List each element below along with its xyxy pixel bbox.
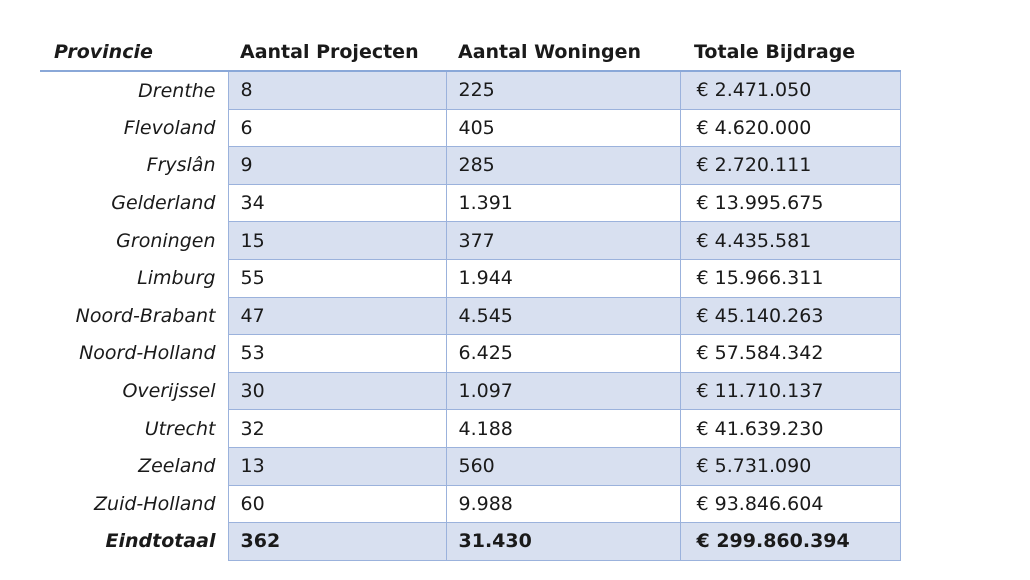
table-row — [40, 71, 900, 109]
cell-provincie: Zuid-Holland — [94, 492, 216, 515]
cell-provincie: Overijssel — [122, 380, 216, 403]
cell-projecten: 55 — [228, 259, 446, 297]
cell-bijdrage: € 2.471.050 — [680, 71, 900, 109]
cell-woningen: 285 — [446, 147, 680, 185]
table-row — [40, 109, 900, 147]
cell-projecten: 13 — [228, 447, 446, 485]
cell-woningen: 9.988 — [446, 485, 680, 523]
cell-provincie: Zeeland — [138, 455, 216, 478]
provincie-table — [40, 34, 901, 561]
provincie-table-container — [40, 34, 901, 561]
cell-provincie: Flevoland — [123, 116, 216, 139]
table-row — [40, 372, 900, 410]
header-projecten: Aantal Projecten — [228, 34, 446, 71]
cell-provincie: Noord-Brabant — [75, 304, 216, 327]
table-row — [40, 335, 900, 373]
cell-projecten: 30 — [228, 372, 446, 410]
cell-projecten: 9 — [228, 147, 446, 185]
cell-woningen: 4.188 — [446, 410, 680, 448]
header-provincie: Provincie — [40, 34, 228, 71]
cell-woningen: 560 — [446, 447, 680, 485]
cell-woningen: 225 — [446, 71, 680, 109]
cell-provincie: Fryslân — [146, 154, 216, 177]
cell-projecten: 53 — [228, 335, 446, 373]
cell-projecten: 8 — [228, 71, 446, 109]
cell-woningen: 1.391 — [446, 184, 680, 222]
cell-provincie: Groningen — [116, 229, 216, 252]
table-row — [40, 297, 900, 335]
header-row — [40, 34, 900, 71]
cell-projecten: 6 — [228, 109, 446, 147]
cell-projecten: 15 — [228, 222, 446, 260]
cell-provincie: Gelderland — [111, 192, 216, 215]
cell-provincie: Noord-Holland — [79, 342, 216, 365]
cell-bijdrage: € 4.435.581 — [680, 222, 900, 260]
cell-projecten: 34 — [228, 184, 446, 222]
total-projecten: 362 — [228, 523, 446, 561]
cell-bijdrage: € 5.731.090 — [680, 447, 900, 485]
cell-bijdrage: € 15.966.311 — [680, 259, 900, 297]
cell-bijdrage: € 41.639.230 — [680, 410, 900, 448]
header-woningen: Aantal Woningen — [446, 34, 680, 71]
cell-woningen: 6.425 — [446, 335, 680, 373]
header-bijdrage: Totale Bijdrage — [680, 34, 900, 71]
cell-projecten: 32 — [228, 410, 446, 448]
total-provincie: Eindtotaal — [105, 530, 216, 553]
cell-provincie: Limburg — [137, 267, 216, 290]
table-row — [40, 485, 900, 523]
cell-projecten: 47 — [228, 297, 446, 335]
cell-woningen: 405 — [446, 109, 680, 147]
cell-bijdrage: € 11.710.137 — [680, 372, 900, 410]
table-row — [40, 184, 900, 222]
total-woningen: 31.430 — [446, 523, 680, 561]
table-row — [40, 259, 900, 297]
table-row — [40, 147, 900, 185]
cell-bijdrage: € 2.720.111 — [680, 147, 900, 185]
cell-projecten: 60 — [228, 485, 446, 523]
table-row — [40, 222, 900, 260]
cell-provincie: Drenthe — [138, 79, 216, 102]
cell-bijdrage: € 57.584.342 — [680, 335, 900, 373]
cell-bijdrage: € 4.620.000 — [680, 109, 900, 147]
total-bijdrage: € 299.860.394 — [680, 523, 900, 561]
cell-woningen: 1.097 — [446, 372, 680, 410]
cell-woningen: 377 — [446, 222, 680, 260]
cell-bijdrage: € 93.846.604 — [680, 485, 900, 523]
cell-woningen: 1.944 — [446, 259, 680, 297]
cell-provincie: Utrecht — [144, 417, 216, 440]
cell-bijdrage: € 13.995.675 — [680, 184, 900, 222]
cell-woningen: 4.545 — [446, 297, 680, 335]
table-row — [40, 410, 900, 448]
table-body — [40, 71, 900, 560]
cell-bijdrage: € 45.140.263 — [680, 297, 900, 335]
total-row — [40, 523, 900, 561]
table-row — [40, 447, 900, 485]
